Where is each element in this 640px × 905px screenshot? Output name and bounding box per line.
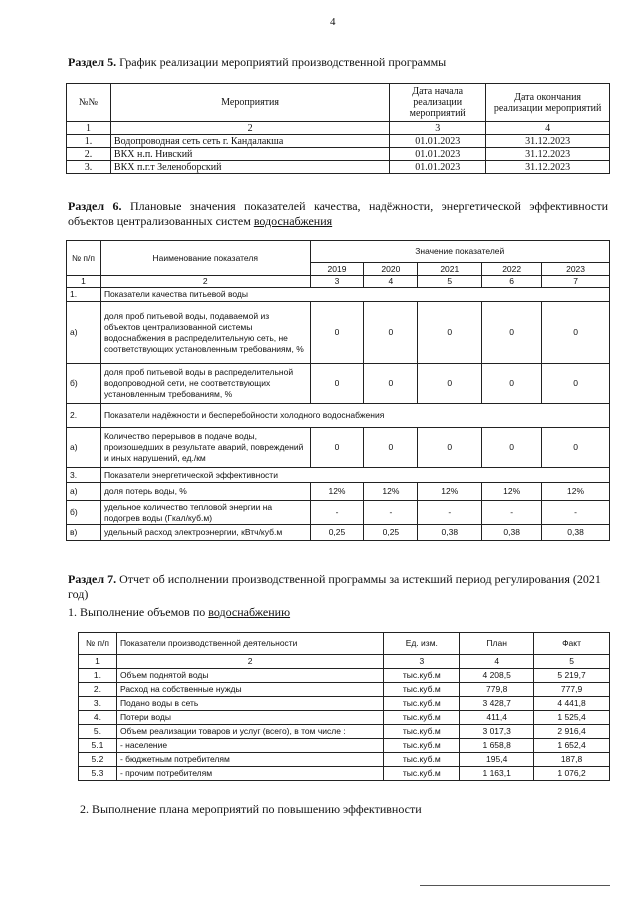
col-values: Значение показателей xyxy=(310,241,609,263)
table-header-row xyxy=(67,84,610,122)
col-start: Дата начала реализации мероприятий xyxy=(390,84,486,122)
col-num: №№ xyxy=(67,84,111,122)
table-row: 3. ВКХ п.г.т Зеленоборский 01.01.2023 31.12.2023 xyxy=(67,161,610,174)
table-row: 5.3 - прочим потребителям тыс.куб.м 1 163,1 1 076,2 xyxy=(79,767,610,781)
table-row: 4. Потери воды тыс.куб.м 411,4 1 525,4 xyxy=(79,711,610,725)
section-7-table xyxy=(78,632,610,781)
col-num: № п/п xyxy=(79,633,117,655)
col-unit: Ед. изм. xyxy=(384,633,460,655)
section-7-title: Раздел 7. Отчет об исполнении производственной программы за истекший период регулирования (2021 год) xyxy=(68,572,601,601)
table-header-row xyxy=(79,633,610,655)
table-row: 5. Объем реализации товаров и услуг (всего), в том числе : тыс.куб.м 3 017,3 2 916,4 xyxy=(79,725,610,739)
index-row: 1 2 3 4 5 xyxy=(79,655,610,669)
section-5-table xyxy=(66,83,610,174)
index-row: 1 2 3 4 xyxy=(67,122,610,135)
group-row: 3. Показатели энергетической эффективности xyxy=(67,468,610,483)
table-row: а) Количество перерывов в подаче воды, произошедших в результате аварий, повреждений и иных нарушений, ед./км 0 0 0 0 0 xyxy=(67,428,610,468)
section-6-table xyxy=(66,240,610,541)
footer-divider xyxy=(420,885,610,886)
section-7-subtitle-2: 2. Выполнение плана мероприятий по повышению эффективности xyxy=(80,802,422,816)
table-row: в) удельный расход электроэнергии, кВтч/куб.м 0,25 0,25 0,38 0,38 0,38 xyxy=(67,525,610,541)
section-5-title: Раздел 5. График реализации мероприятий производственной программы xyxy=(68,55,447,69)
group-row: 2. Показатели надёжности и бесперебойности холодного водоснабжения xyxy=(67,404,610,428)
col-plan: План xyxy=(460,633,534,655)
table-row: а) доля проб питьевой воды, подаваемой из объектов централизованной системы водоснабжения в распределительную сеть, не соответствующих установленным требованиям, % 0 0 0 0 0 xyxy=(67,302,610,364)
group-row: 1. Показатели качества питьевой воды xyxy=(67,288,610,302)
index-row: 1 2 3 4 5 6 7 xyxy=(67,276,610,288)
table-row: а) доля потерь воды, % 12% 12% 12% 12% 12% xyxy=(67,483,610,501)
table-row: 1. Водопроводная сеть сеть г. Кандалакша 01.01.2023 31.12.2023 xyxy=(67,135,610,148)
col-fact: Факт xyxy=(534,633,610,655)
col-activity: Мероприятия xyxy=(110,84,389,122)
table-row: 5.2 - бюджетным потребителям тыс.куб.м 195,4 187,8 xyxy=(79,753,610,767)
table-row: 1. Объем поднятой воды тыс.куб.м 4 208,5 5 219,7 xyxy=(79,669,610,683)
table-row: 3. Подано воды в сеть тыс.куб.м 3 428,7 4 441,8 xyxy=(79,697,610,711)
col-indicator: Наименование показателя xyxy=(100,241,310,276)
page-number: 4 xyxy=(330,16,336,28)
section-7-subtitle-1: 1. Выполнение объемов по водоснабжению xyxy=(68,605,291,619)
table-row: б) доля проб питьевой воды в распределительной водопроводной сети, не соответствующих установленным требованиям, % 0 0 0 0 0 xyxy=(67,364,610,404)
col-indicator: Показатели производственной деятельности xyxy=(116,633,383,655)
col-num: № п/п xyxy=(67,241,101,276)
years-row: 2019 2020 2021 2022 2023 xyxy=(67,263,610,276)
table-row: 5.1 - население тыс.куб.м 1 658,8 1 652,4 xyxy=(79,739,610,753)
section-6-title: Раздел 6. Плановые значения показателей качества, надёжности, энергетической эффективности объектов централизованных систем водоснабжения xyxy=(68,199,608,228)
table-header-row xyxy=(67,241,610,263)
table-row: 2. ВКХ н.п. Нивский 01.01.2023 31.12.2023 xyxy=(67,148,610,161)
table-row: 2. Расход на собственные нужды тыс.куб.м 779,8 777,9 xyxy=(79,683,610,697)
col-end: Дата окончания реализации мероприятий xyxy=(486,84,610,122)
table-row: б) удельное количество тепловой энергии на подогрев воды (Гкал/куб.м) - - - - - xyxy=(67,501,610,525)
